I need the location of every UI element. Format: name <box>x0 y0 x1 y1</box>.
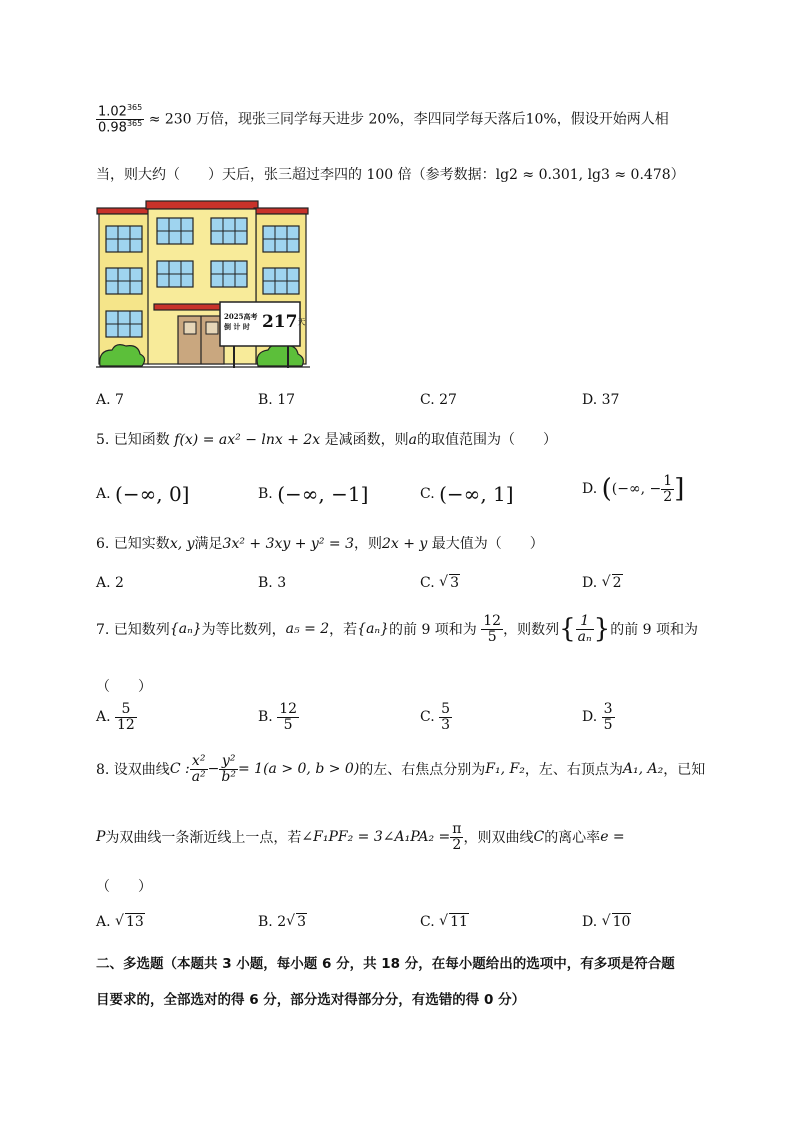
q5-option-c: C. (−∞, 1] <box>420 482 514 506</box>
q4-option-a: A. 7 <box>96 392 124 408</box>
school-building-image <box>96 198 310 372</box>
q4-option-d: D. 37 <box>582 392 620 408</box>
q8-option-c: C. √ 11 <box>420 914 469 930</box>
q6-stem: 6. 已知实数x, y满足3x² + 3xy + y² = 3，则2x + y 最大值为（ ） <box>96 536 544 552</box>
q8-option-a: A. √ 13 <box>96 914 145 930</box>
q5-stem: 5. 已知函数 f(x) = ax² − lnx + 2x 是减函数，则a的取值范围为（ ） <box>96 432 558 448</box>
q8-stem-line-2: P为双曲线一条渐近线上一点，若∠F₁PF₂ = 3∠A₁PA₂ = $\frac{\pi}{2}$ ，则双曲线C的离心率e = <box>96 821 625 853</box>
q7-option-b: B. $\frac{12}{5}$ <box>258 701 298 733</box>
q5-option-b: B. (−∞, −1] <box>258 482 369 506</box>
q4-option-c: C. 27 <box>420 392 457 408</box>
q7-option-c: C. $\frac{5}{3}$ <box>420 701 451 733</box>
q6-option-a: A. 2 <box>96 575 124 591</box>
sign-unit: 天 <box>297 317 306 327</box>
q6-option-d: D. √ 2 <box>582 575 623 591</box>
intro-line-2: 当，则大约（ ）天后，张三超过李四的 100 倍（参考数据：lg2 ≈ 0.301, lg3 ≈ 0.478） <box>96 167 685 183</box>
intro-fraction: $\frac{1.02^{365}}{0.98^{365}}$ <box>98 103 143 136</box>
q8-paren: （ ） <box>96 879 152 895</box>
q7-option-d: D. $\frac{3}{5}$ <box>582 701 613 733</box>
q7-option-a: A. $\frac{5}{12}$ <box>96 701 135 733</box>
section2-heading-line-1: 二、多选题（本题共 3 小题，每小题 6 分，共 18 分，在每小题给出的选项中，有多项是符合题 <box>96 956 675 972</box>
sign-line-2: 倒 计 时 <box>224 322 250 331</box>
q7-stem: 7. 已知数列{aₙ}为等比数列，a₅ = 2，若{aₙ}的前 9 项和为 $\frac{12}{5}$ ，则数列{ $\frac{1}{\text{aₙ}}$ }的前 9 项和为 <box>96 613 699 645</box>
q8-stem-line-1: 8. 设双曲线C : $\frac{\text{x²}}{\text{a²}}$ − $\frac{\text{y²}}{\text{b²}}$ = 1(a > 0, b > 0)的左、右焦点分别为F₁, F₂，左、右顶点为A₁, A₂，已知 <box>96 753 706 785</box>
q5-option-a: A. (−∞, 0] <box>96 482 190 506</box>
intro-line-1 <box>96 104 669 135</box>
q6-option-c: C. √ 3 <box>420 575 460 591</box>
q5-option-d: D. ((−∞, − $\frac{1}{2}$ ] <box>582 473 685 505</box>
sign-number: 217 <box>261 312 298 332</box>
countdown-sign <box>224 312 306 332</box>
intro-text-1: ≈ 230 万倍，现张三同学每天进步 20%，李四同学每天落后10%，假设开始两人相 <box>148 111 669 128</box>
q8-option-b: B. 2√ 3 <box>258 914 307 930</box>
q7-paren: （ ） <box>96 679 152 695</box>
q8-option-d: D. √ 10 <box>582 914 631 930</box>
sign-line-1: 2025高考 <box>224 312 258 321</box>
q5-function: f(x) = ax² − lnx + 2x <box>174 432 321 448</box>
section2-heading-line-2: 目要求的，全部选对的得 6 分，部分选对得部分分，有选错的得 0 分） <box>96 992 526 1008</box>
q6-option-b: B. 3 <box>258 575 287 591</box>
q4-option-b: B. 17 <box>258 392 296 408</box>
